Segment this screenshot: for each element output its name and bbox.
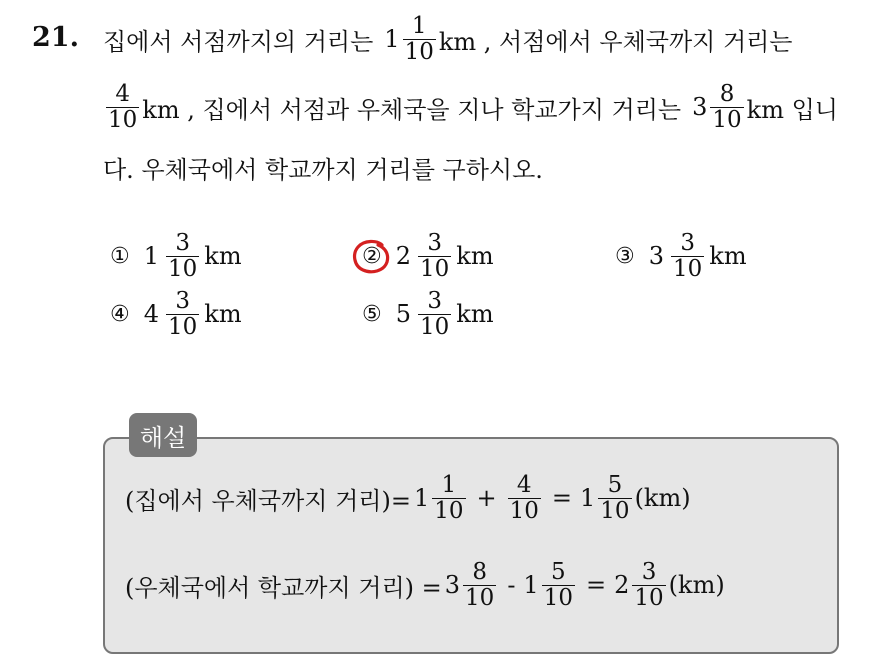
unit: km [204, 242, 242, 271]
option-3[interactable] [615, 231, 747, 282]
option-marker: ② [362, 243, 382, 269]
mixed-whole: 2 [614, 571, 630, 600]
denominator: 10 [434, 497, 464, 524]
denominator: 10 [108, 106, 138, 133]
numerator: 3 [680, 230, 695, 256]
fraction [463, 560, 496, 611]
denominator: 10 [673, 255, 703, 282]
fraction [166, 231, 199, 282]
numerator: 8 [472, 559, 487, 585]
mixed-whole: 5 [395, 300, 412, 329]
denominator: 10 [712, 106, 742, 133]
option-1[interactable] [110, 231, 242, 282]
question-text: 집에서 서점까지의 거리는 [103, 27, 374, 56]
fraction [403, 14, 436, 65]
mixed-whole: 1 [384, 25, 400, 54]
operator: - [507, 571, 516, 600]
numerator: 8 [719, 81, 735, 107]
question-line-3 [103, 150, 543, 185]
operator: + [476, 484, 497, 513]
equals-sign: = [585, 571, 607, 600]
denominator: 10 [465, 584, 495, 611]
fraction [508, 473, 541, 524]
question-text: km , 집에서 서점과 우체국을 지나 학교가지 거리는 [142, 95, 682, 124]
denominator: 10 [509, 497, 539, 524]
fraction [671, 231, 704, 282]
question-number: 21. [32, 22, 79, 53]
denominator: 10 [168, 313, 198, 340]
denominator: 10 [420, 255, 450, 282]
option-marker: ⑤ [362, 301, 382, 327]
numerator: 3 [427, 288, 442, 314]
fraction [598, 473, 631, 524]
mixed-whole: 4 [143, 300, 160, 329]
denominator: 10 [404, 38, 434, 65]
mixed-whole: 3 [444, 571, 461, 600]
unit: km [456, 300, 494, 329]
question-line-2 [103, 82, 838, 133]
option-marker: ③ [615, 243, 635, 269]
numerator: 4 [115, 81, 130, 107]
numerator: 3 [427, 230, 442, 256]
fraction [418, 289, 451, 340]
unit: km [709, 242, 747, 271]
denominator: 10 [420, 313, 450, 340]
fraction [632, 560, 665, 611]
mixed-whole: 3 [692, 93, 708, 122]
unit: km [456, 242, 494, 271]
numerator: 5 [607, 472, 623, 498]
fraction [166, 289, 199, 340]
option-4[interactable] [110, 289, 242, 340]
equals-sign: = [551, 484, 572, 513]
question-text: km , 서점에서 우체국까지 거리는 [438, 27, 793, 56]
fraction [418, 231, 451, 282]
explanation-line-1 [125, 473, 691, 524]
denominator: 10 [168, 255, 198, 282]
numerator: 3 [175, 288, 190, 314]
answer-circle-mark [350, 236, 396, 276]
explanation-line-2 [125, 560, 725, 611]
mixed-whole: 1 [413, 484, 430, 513]
unit: (km) [634, 484, 691, 513]
numerator: 1 [441, 472, 457, 498]
denominator: 10 [634, 584, 664, 611]
mixed-whole: 2 [395, 242, 412, 271]
denominator: 10 [543, 584, 573, 611]
unit: km [204, 300, 242, 329]
numerator: 3 [641, 559, 657, 585]
numerator: 5 [551, 559, 566, 585]
question-text: 다. 우체국에서 학교까지 거리를 구하시오. [103, 156, 543, 184]
explanation-text: (집에서 우체국까지 거리)= [125, 486, 411, 515]
option-5[interactable] [362, 289, 494, 340]
mixed-whole: 1 [143, 242, 160, 271]
explanation-text: (우체국에서 학교까지 거리) = [125, 573, 442, 602]
denominator: 10 [600, 497, 630, 524]
fraction [432, 473, 465, 524]
option-marker: ① [110, 243, 130, 269]
option-marker: ④ [110, 301, 130, 327]
numerator: 4 [516, 472, 532, 498]
mixed-whole: 1 [580, 484, 596, 513]
mixed-whole: 3 [648, 242, 665, 271]
explanation-box [103, 437, 839, 654]
question-text: km 입니 [746, 95, 838, 124]
mixed-whole: 1 [523, 571, 539, 600]
question-line-1 [103, 14, 793, 65]
numerator: 1 [411, 13, 427, 39]
unit: (km) [668, 571, 725, 600]
fraction [710, 82, 743, 133]
explanation-label: 해설 [129, 413, 197, 457]
numerator: 3 [175, 230, 190, 256]
fraction [106, 82, 139, 133]
fraction [542, 560, 575, 611]
